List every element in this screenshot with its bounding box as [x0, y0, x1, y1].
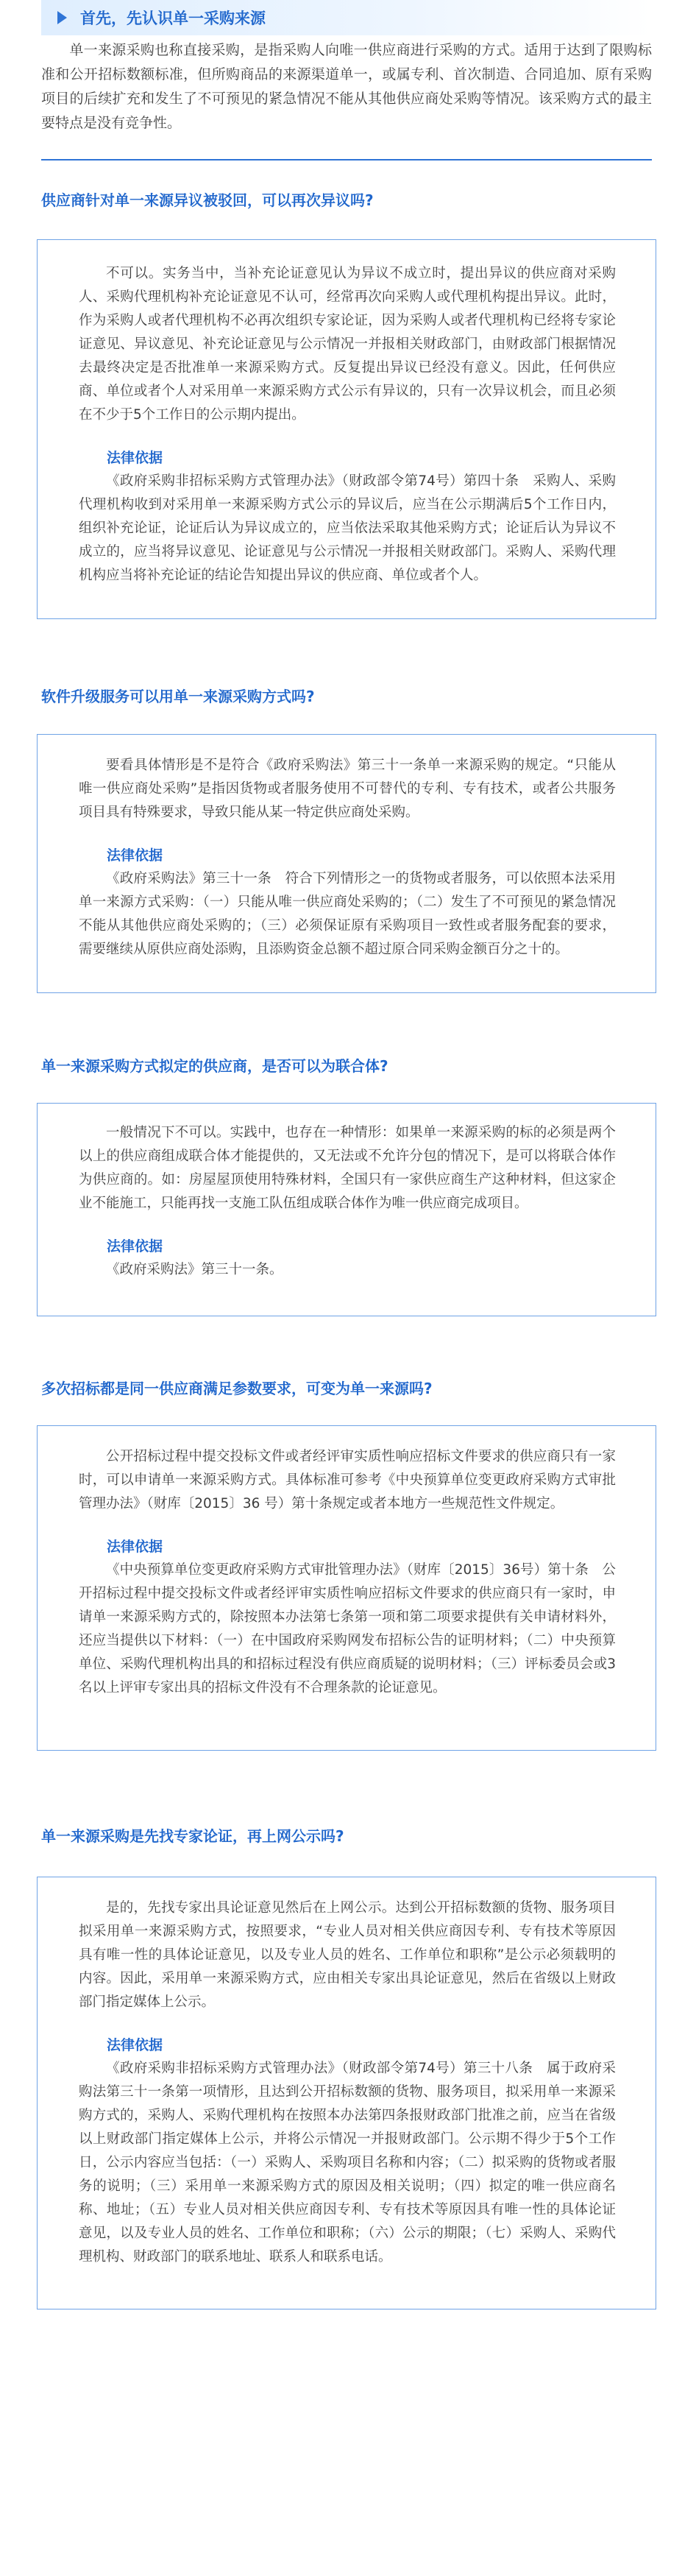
law-basis-text-1: 《政府采购非招标采购方式管理办法》（财政部令第74号）第四十条 采购人、采购代理机构收到对采用单一来源采购方式公示的异议后，应当在公示期满后5个工作日内，组织补充论证，论证后认为异议成立的，应当依法采取其他采购方式；论证后认为异议不成立的，应当将异议意见、论证意见与公示情况一并报相关财政部门。采购人、采购代理机构应当将补充论证的结论告知提出异议的供应商、单位或者个人。	[79, 473, 616, 583]
question-title-4: 多次招标都是同一供应商满足参数要求，可变为单一来源吗?	[41, 1380, 433, 1397]
answer-card-1	[37, 239, 656, 619]
answer-text-2: 要看具体情形是不是符合《政府采购法》第三十一条单一来源采购的规定。“只能从唯一供应商处采购”是指因货物或者服务使用不可替代的专利、专有技术，或者公共服务项目具有特殊要求，导致只能从某一特定供应商处采购。	[79, 758, 616, 820]
answer-text-1: 不可以。实务当中，当补充论证意见认为异议不成立时，提出异议的供应商对采购人、采购代理机构补充论证意见不认可，经常再次向采购人或代理机构提出异议。此时，作为采购人或者代理机构不必再次组织专家论证，因为采购人或者代理机构已经将专家论证意见、异议意见、补充论证意见与公示情况一并报相关财政部门，由财政部门根据情况去最终决定是否批准单一来源采购方式。反复提出异议已经没有意义。因此，任何供应商、单位或者个人对采用单一来源采购方式公示有异议的，只有一次异议机会，而且必须在不少于5个工作日的公示期内提出。	[79, 266, 616, 423]
law-basis-text-3: 《政府采购法》第三十一条。	[106, 1262, 283, 1277]
question-title-5: 单一来源采购是先找专家论证，再上网公示吗?	[41, 1827, 344, 1845]
answer-card-2	[37, 734, 656, 993]
question-title-1: 供应商针对单一来源异议被驳回，可以再次异议吗?	[41, 191, 374, 209]
section-divider	[41, 159, 652, 160]
answer-card-4	[37, 1425, 656, 1751]
law-basis-heading-2: 法律依据	[107, 847, 163, 864]
answer-text-3: 一般情况下不可以。实践中，也存在一种情形：如果单一来源采购的标的必须是两个以上的供应商组成联合体才能提供的，又无法或不允许分包的情况下，是可以将联合体作为供应商的。如：房屋屋顶使用特殊材料，全国只有一家供应商生产这种材料，但这家企业不能施工，只能再找一支施工队伍组成联合体作为唯一供应商完成项目。	[79, 1125, 616, 1211]
triangle-bullet-icon	[57, 11, 67, 24]
question-title-3: 单一来源采购方式拟定的供应商，是否可以为联合体?	[41, 1057, 388, 1075]
answer-card-5	[37, 1877, 656, 2309]
intro-text: 单一来源采购也称直接采购，是指采购人向唯一供应商进行采购的方式。适用于达到了限购标准和公开招标数额标准，但所购商品的来源渠道单一，或属专利、首次制造、合同追加、原有采购项目的后续扩充和发生了不可预见的紧急情况不能从其他供应商处采购等情况。该采购方式的最主要特点是没有竞争性。	[41, 42, 652, 131]
law-basis-heading-5: 法律依据	[107, 2037, 163, 2053]
intro-paragraph	[41, 38, 652, 135]
law-basis-heading-1: 法律依据	[107, 450, 163, 466]
law-basis-text-5: 《政府采购非招标采购方式管理办法》（财政部令第74号）第三十八条 属于政府采购法第三十一条第一项情形，且达到公开招标数额的货物、服务项目，拟采用单一来源采购方式的，采购人、采购代理机构在按照本办法第四条报财政部门批准之前，应当在省级以上财政部门指定媒体上公示，并将公示情况一并报财政部门。公示期不得少于5个工作日，公示内容应当包括：（一）采购人、采购项目名称和内容；（二）拟采购的货物或者服务的说明；（三）采用单一来源采购方式的原因及相关说明；（四）拟定的唯一供应商名称、地址；（五）专业人员对相关供应商因专利、专有技术等原因具有唯一性的具体论证意见，以及专业人员的姓名、工作单位和职称；（六）公示的期限；（七）采购人、采购代理机构、财政部门的联系地址、联系人和联系电话。	[79, 2061, 616, 2265]
law-basis-text-4: 《中央预算单位变更政府采购方式审批管理办法》（财库〔2015〕36号）第十条 公开招标过程中提交投标文件或者经评审实质性响应招标文件要求的供应商只有一家时，申请单一来源采购方式的，除按照本办法第七条第一项和第二项要求提供有关申请材料外，还应当提供以下材料：（一）在中国政府采购网发布招标公告的证明材料；（二）中央预算单位、采购代理机构出具的和招标过程没有供应商质疑的说明材料；（三）评标委员会或3名以上评审专家出具的招标文件没有不合理条款的论证意见。	[79, 1562, 616, 1695]
law-basis-heading-3: 法律依据	[107, 1238, 163, 1255]
intro-heading: 首先，先认识单一采购来源	[80, 10, 266, 27]
intro-header-bar	[41, 0, 652, 35]
answer-text-4: 公开招标过程中提交投标文件或者经评审实质性响应招标文件要求的供应商只有一家时，可以申请单一来源采购方式。具体标准可参考《中央预算单位变更政府采购方式审批管理办法》（财库〔2015〕36 号）第十条规定或者本地方一些规范性文件规定。	[79, 1449, 616, 1511]
answer-text-5: 是的，先找专家出具论证意见然后在上网公示。达到公开招标数额的货物、服务项目拟采用单一来源采购方式，按照要求，“专业人员对相关供应商因专利、专有技术等原因具有唯一性的具体论证意见，以及专业人员的姓名、工作单位和职称”是公示必须载明的内容。因此，采用单一来源采购方式，应由相关专家出具论证意见，然后在省级以上财政部门指定媒体上公示。	[79, 1900, 616, 2010]
question-title-2: 软件升级服务可以用单一来源采购方式吗?	[41, 688, 315, 705]
law-basis-heading-4: 法律依据	[107, 1539, 163, 1555]
law-basis-text-2: 《政府采购法》第三十一条 符合下列情形之一的货物或者服务，可以依照本法采用单一来源方式采购：（一）只能从唯一供应商处采购的；（二）发生了不可预见的紧急情况不能从其他供应商处采购的；（三）必须保证原有采购项目一致性或者服务配套的要求，需要继续从原供应商处添购，且添购资金总额不超过原合同采购金额百分之十的。	[79, 871, 616, 957]
answer-card-3	[37, 1103, 656, 1316]
